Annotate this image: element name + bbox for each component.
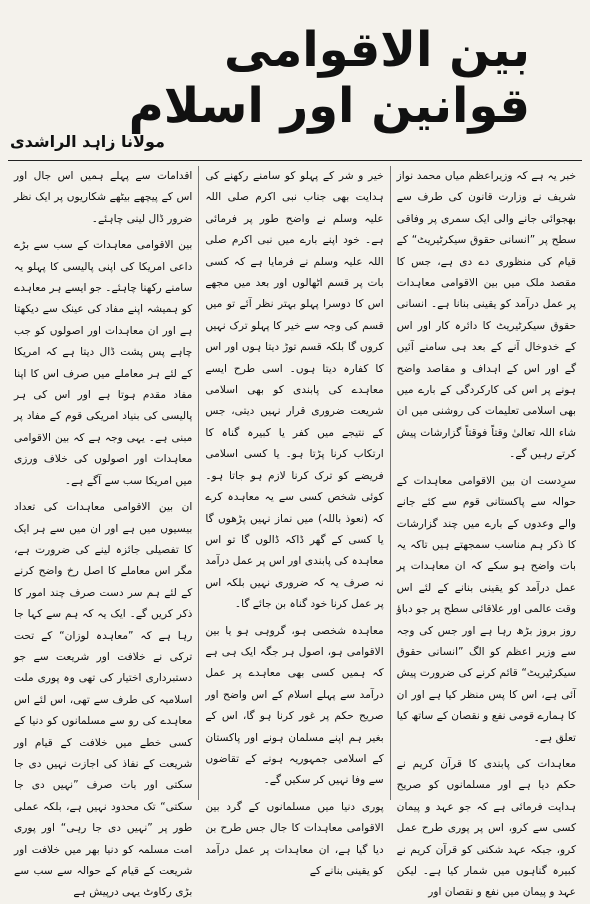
header-divider xyxy=(8,160,582,161)
column-2-paragraph: خیر و شر کے پہلو کو سامنے رکھنے کی ہدایت بھی جناب نبی اکرم صلی اللہ علیہ وسلم نے واضح طور پر فرمائی ہے۔ خود اپنے بارے میں نبی اکرم صلی اللہ علیہ وسلم نے فرمایا ہے کہ کسی بات پر قسم اٹھالوں اور بعد میں مجھے اس کا دوسرا پہلو بہتر نظر آئے تو میں قسم کی وجہ سے خیر کا پہلو ترک نہیں کروں گا بلکہ قسم توڑ دیتا ہوں اور اس کا کفارہ دیتا ہوں۔ اسی طرح ایسے معاہدے کی پابندی کو بھی اسلامی شریعت ضروری قرار نہیں دیتی، جس کے نتیجے میں کفر یا کبیرہ گناہ کا ارتکاب کرنا پڑتا ہو۔ یا کسی اسلامی فریضے کو ترک کرنا لازم ہو جاتا ہو۔ کوئی شخص کسی سے یہ معاہدہ کرے کہ (نعوذ باللہ) میں نماز نہیں پڑھوں گا یا کسی کے گھر ڈاکہ ڈالوں گا تو اس معاہدہ کی پابندی اور اس پر عمل درآمد نہ صرف یہ کہ ضروری نہیں بلکہ اس پر عمل کرنا خود گناہ بن جائے گا۔ xyxy=(205,170,384,611)
column-3-paragraph: ان بین الاقوامی معاہدات کی تعداد بیسیوں میں ہے اور ان میں سے ہر ایک کا تفصیلی جائزہ لینے کی ضرورت ہے، مگر اس معاملے کا اصل رخ واضح کرنے کے لئے ہم سر دست صرف چند امور کا ذکر کریں گے۔ ایک یہ کہ ہم سے کہا جا رہا ہے کہ ”معاہدہ لوزان“ کے تحت ترکی نے خلافت اور شریعت سے جو دستبرداری اختیار کی تھی وہ پوری ملت اسلامیہ کی طرف سے تھی، اس لئے اس معاہدے کی رو سے مسلمانوں کو دنیا کے کسی خطے میں خلافت کے قیام اور شریعت کے نفاذ کی اجازت نہیں دی جا سکتی اور بات صرف ”نہیں دی جا سکتی“ تک محدود نہیں ہے، بلکہ عملی طور پر ”نہیں دی جا رہی“ اور پوری امت مسلمہ کو دنیا بھر میں خلافت اور شریعت کے قیام کے حوالہ سے سب سے بڑی رکاوٹ یہی درپیش ہے xyxy=(14,501,193,899)
column-3-paragraph: اقدامات سے پہلے ہمیں اس جال اور اس کے پیچھے بیٹھے شکاریوں پر ایک نظر ضرور ڈال لینی چاہئے۔ xyxy=(14,170,193,225)
article-column-left xyxy=(8,166,199,899)
column-3-paragraph: بین الاقوامی معاہدات کے سب سے بڑے داعی امریکا کی اپنی پالیسی کا پہلو یہ سامنے رکھنا چاہئے۔ جو ایسے ہر معاہدے کو ہمیشہ اپنے مفاد کی عینک سے دیکھتا ہے اور ان معاہدات اور اصولوں کو جب چاہے پس پشت ڈال دیتا ہے کہ امریکا کے لئے ہر معاملے میں صرف اس کا اپنا مفاد مقدم ہوتا ہے اور اس کی ہر پالیسی کی بنیاد امریکی قوم کے مفاد پر مبنی ہے۔ یہی وجہ ہے کہ بین الاقوامی معاہدات اور اصولوں کی خلاف ورزی میں امریکا سب سے آگے ہے۔ xyxy=(14,239,193,487)
column-2-paragraph: پوری دنیا میں مسلمانوں کے گرد بین الاقوامی معاہدات کا جال جس طرح بن دیا گیا ہے، ان معاہدات پر عمل درآمد کو یقینی بنانے کے xyxy=(205,800,384,877)
article-headline: بین الاقوامی قوانین اور اسلام xyxy=(128,22,530,134)
author-byline: مولانا زاہد الراشدی xyxy=(10,132,165,151)
article-columns xyxy=(8,166,582,899)
article-column-middle xyxy=(199,166,390,877)
column-1-paragraph: سرِدست ان بین الاقوامی معاہدات کے حوالہ سے پاکستانی قوم سے کئے جانے والے وعدوں کے بارے میں چند گزارشات کا ذکر ہم مناسب سمجھتے ہیں تاکہ یہ بات واضح ہو سکے کہ ان معاہدات پر عمل درآمد کو یقینی بنانے کے لئے اس وقت عالمی اور علاقائی سطح پر جو دباؤ روز بروز بڑھ رہا ہے اور جس کی وجہ سے وزیر اعظم کو الگ ”انسانی حقوق سیکرٹیریٹ“ قائم کرنے کی ضرورت پیش آئی ہے، اس کا پس منظر کیا ہے اور ان کا ہمارے قومی نفع و نقصان کے ساتھ کیا تعلق ہے۔ xyxy=(396,474,576,744)
column-2-paragraph: معاہدہ شخصی ہو، گروہی ہو یا بین الاقوامی ہو، اصول ہر جگہ ایک ہی ہے کہ ہمیں کسی بھی معاہدے پر عمل درآمد سے پہلے اسلام کے اس واضح اور صریح حکم پر غور کرنا ہو گا، اس کے بغیر ہم اپنے مسلمان ہونے اور پاکستان کے اسلامی جمہوریہ ہونے کے تقاضوں سے وفا نہیں کر سکیں گے۔ xyxy=(205,624,384,787)
article-column-right xyxy=(391,166,582,899)
column-1-paragraph: خبر یہ ہے کہ وزیراعظم میاں محمد نواز شریف نے وزارت قانون کی طرف سے بھجوائی جانے والی ایک سمری پر وفاقی سطح پر ”انسانی حقوق سیکرٹیریٹ“ کے قیام کی منظوری دے دی ہے، جس کا مقصد ملک میں بین الاقوامی معاہدات پر عمل درآمد کو یقینی بنانا ہے۔ انسانی حقوق سیکرٹیریٹ کا دائرہ کار اور اس کے خدوخال آنے کے بعد ہی سامنے آئیں گے اور اس کے اہداف و مقاصد واضح ہونے پر اس کی کارکردگی کے بارے میں بھی اسلامی تعلیمات کی روشنی میں ان شاء اللہ تعالیٰ وقتاً فوقتاً گزارشات پیش کرتے رہیں گے۔ xyxy=(396,170,576,461)
column-1-paragraph: معاہدات کی پابندی کا قرآن کریم نے حکم دیا ہے اور مسلمانوں کو صریح ہدایت فرمائی ہے کہ جو عہد و پیمان کسی سے کرو، اس پر پوری طرح عمل کرو، جبکہ عہد شکنی کو قرآن کریم نے کبیرہ گناہوں میں شمار کیا ہے۔ لیکن عہد و پیمان میں نفع و نقصان اور xyxy=(396,757,576,899)
